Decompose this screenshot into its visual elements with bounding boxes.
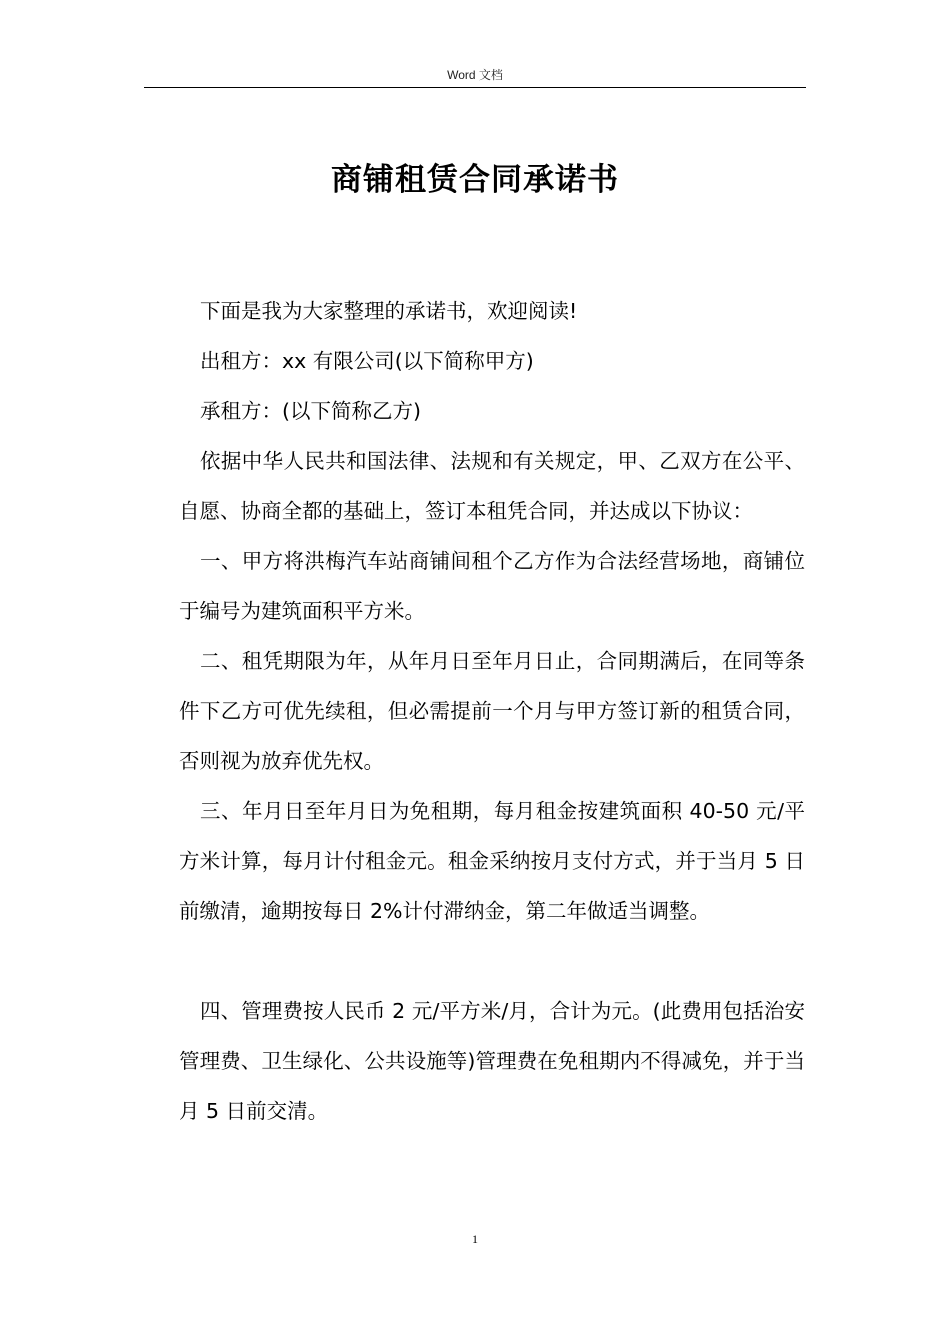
- paragraph-intro: 下面是我为大家整理的承诺书，欢迎阅读!: [200, 299, 578, 323]
- paragraph-clause-1: 一、甲方将洪梅汽车站商铺间租个乙方作为合法经营场地，商铺位于编号为建筑面积平方米。: [179, 549, 805, 623]
- paragraph-lessee: 承租方：(以下简称乙方): [200, 399, 421, 423]
- paragraph-preamble: 依据中华人民共和国法律、法规和有关规定，甲、乙双方在公平、自愿、协商全都的基础上，签订本租凭合同，并达成以下协议：: [179, 449, 805, 523]
- paragraph-lessor: 出租方：xx 有限公司(以下简称甲方): [200, 349, 534, 373]
- document-title: 商铺租赁合同承诺书: [331, 162, 619, 198]
- paragraph-clause-3: 三、年月日至年月日为免租期，每月租金按建筑面积 40-50 元/平方米计算，每月计付租金元。租金采纳按月支付方式，并于当月 5 日前缴清，逾期按每日 2%计付滞纳金，第二年做适当调整。: [179, 799, 805, 923]
- page-header: Word 文档: [447, 68, 503, 82]
- document-body: [179, 286, 805, 1136]
- header-divider: [144, 87, 806, 88]
- paragraph-clause-4: 四、管理费按人民币 2 元/平方米/月，合计为元。(此费用包括治安管理费、卫生绿化、公共设施等)管理费在免租期内不得减免，并于当月 5 日前交清。: [179, 999, 805, 1123]
- page-number: 1: [472, 1232, 478, 1246]
- paragraph-clause-2: 二、租凭期限为年，从年月日至年月日止，合同期满后，在同等条件下乙方可优先续租，但必需提前一个月与甲方签订新的租赁合同，否则视为放弃优先权。: [179, 649, 805, 773]
